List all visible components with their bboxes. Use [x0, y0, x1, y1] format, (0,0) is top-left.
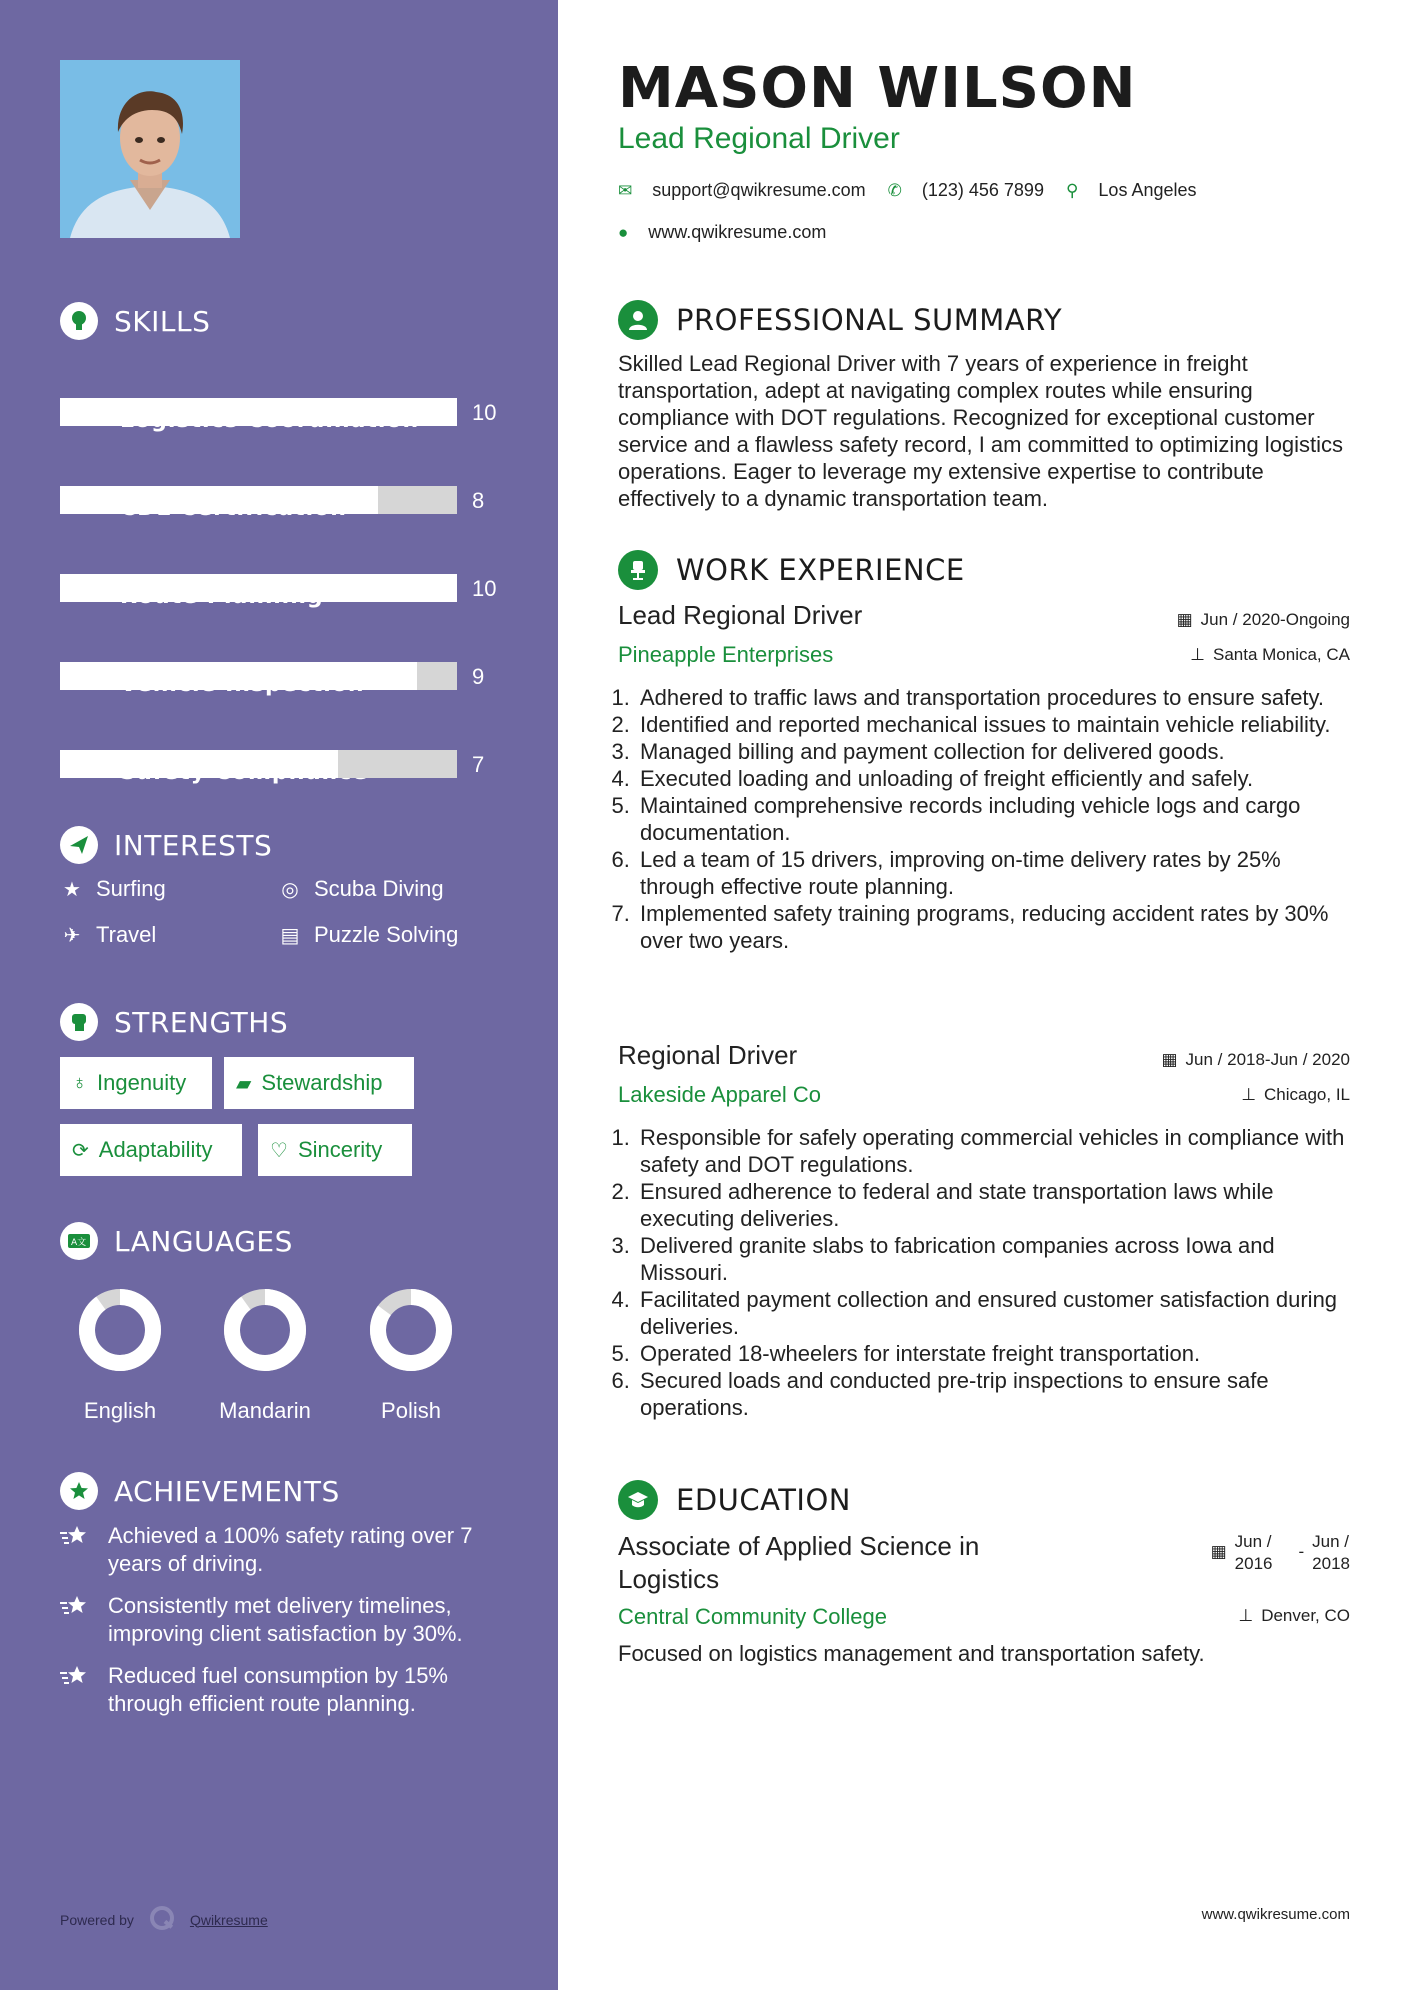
- list-item: 1. Adhered to traffic laws and transportation procedures to ensure safety.: [636, 684, 1358, 711]
- star-icon: [60, 1592, 94, 1648]
- language-label: English: [83, 1398, 157, 1423]
- achievement-text: Consistently met delivery timelines, improving client satisfaction by 30%.: [108, 1593, 463, 1646]
- star-icon: ★: [63, 878, 81, 901]
- education-description: Focused on logistics management and transportation safety.: [618, 1641, 1205, 1666]
- list-item: 3. Delivered granite slabs to fabrication companies across Iowa and Missouri.: [636, 1232, 1358, 1286]
- job-bullets: [618, 684, 1358, 954]
- email-text: support@qwikresume.com: [652, 180, 866, 200]
- book-icon: ▤: [280, 924, 300, 947]
- sidebar: [0, 0, 558, 1990]
- calendar-icon: ▦: [1176, 610, 1193, 629]
- star-icon: [60, 1522, 94, 1578]
- degree-title: [618, 1530, 979, 1596]
- interests-heading: INTERESTS: [60, 826, 272, 864]
- skill-bar-fill: [60, 398, 457, 426]
- job-bullets: [618, 1124, 1358, 1421]
- interest-item: [278, 922, 458, 948]
- qwikresume-link[interactable]: Qwikresume: [189, 1911, 268, 1928]
- list-item: 2. Identified and reported mechanical issues to maintain vehicle reliability.: [636, 711, 1358, 738]
- life-ring-icon: ◎: [281, 878, 299, 901]
- heart-icon: ♡: [270, 1139, 288, 1162]
- job-dates-text: Jun / 2018-Jun / 2020: [1185, 1050, 1350, 1069]
- candidate-role: Lead Regional Driver: [618, 122, 900, 155]
- strength-label: Stewardship: [261, 1070, 383, 1095]
- contact-location: [1066, 180, 1197, 201]
- strength-label: Adaptability: [98, 1137, 213, 1162]
- candidate-name: MASON WILSON: [618, 56, 1137, 121]
- job-dates: [1161, 1050, 1350, 1070]
- interest-item: [60, 876, 166, 902]
- skill-bar-fill: [60, 486, 378, 514]
- list-item: 3. Managed billing and payment collection for delivered goods.: [636, 738, 1358, 765]
- skill-value: 8: [472, 488, 485, 513]
- date-separator: -: [1298, 1542, 1305, 1561]
- strength-chip: [60, 1124, 242, 1176]
- list-item: 1. Responsible for safely operating commercial vehicles in compliance with safety and DOT regulations.: [636, 1124, 1358, 1178]
- school-name: Central Community College: [618, 1604, 887, 1629]
- interest-label: Surfing: [96, 876, 166, 901]
- language-label: Mandarin: [219, 1398, 311, 1423]
- list-item: 6. Led a team of 15 drivers, improving on-time delivery rates by 25% through effective route planning.: [636, 846, 1358, 900]
- achievements-heading: ACHIEVEMENTS: [60, 1472, 340, 1510]
- phone-text: (123) 456 7899: [921, 180, 1044, 200]
- strength-chip: [224, 1057, 414, 1109]
- interest-item: [60, 922, 156, 948]
- user-icon: [618, 300, 658, 340]
- language-donut: [369, 1288, 453, 1372]
- language-icon: [60, 1222, 98, 1260]
- envelope-icon: ✉: [618, 180, 633, 200]
- job-location: [1190, 645, 1350, 665]
- svg-text:A文: A文: [71, 1238, 87, 1248]
- office-chair-icon: [618, 550, 658, 590]
- job-location-text: Chicago, IL: [1264, 1085, 1350, 1104]
- lightbulb-icon: ♁: [72, 1071, 87, 1094]
- achievement-item: [60, 1662, 510, 1718]
- skill-bar-fill: [60, 574, 457, 602]
- skill-bar: [60, 662, 457, 690]
- interest-label: Scuba Diving: [314, 876, 444, 901]
- skills-heading: SKILLS: [60, 302, 210, 340]
- plane-icon: ✈: [63, 924, 81, 947]
- achievement-text: Achieved a 100% safety rating over 7 years of driving.: [108, 1523, 473, 1576]
- skill-bar-fill: [60, 750, 338, 778]
- paper-plane-icon: [60, 826, 98, 864]
- strength-chip: [258, 1124, 412, 1176]
- star-badge-icon: [60, 1472, 98, 1510]
- powered-by-label: Powered by: [60, 1911, 134, 1928]
- graduation-icon: [618, 1480, 658, 1520]
- skill-value: 7: [472, 752, 485, 777]
- pushpin-icon: ⊥: [1238, 1606, 1254, 1625]
- interest-label: Travel: [96, 922, 157, 947]
- language-label: Polish: [381, 1398, 441, 1423]
- strength-chip: [60, 1057, 212, 1109]
- website-text: www.qwikresume.com: [648, 222, 827, 242]
- interest-label: Puzzle Solving: [314, 922, 459, 947]
- job-title: Lead Regional Driver: [618, 600, 863, 630]
- achievement-text: Reduced fuel consumption by 15% through efficient route planning.: [108, 1663, 448, 1716]
- refresh-icon: ⟳: [72, 1139, 89, 1162]
- star-icon: [60, 1662, 94, 1718]
- location-text: Los Angeles: [1098, 180, 1197, 200]
- contact-row: [618, 180, 1219, 201]
- skill-bar: [60, 750, 457, 778]
- profile-photo: [60, 60, 240, 238]
- list-item: 7. Implemented safety training programs, reducing accident rates by 30% over two years.: [636, 900, 1358, 954]
- job-location-text: Santa Monica, CA: [1212, 645, 1350, 664]
- degree-line: Logistics: [618, 1564, 720, 1594]
- phone-icon: ✆: [887, 180, 902, 200]
- language-item: [205, 1288, 325, 1424]
- language-donut: [78, 1288, 162, 1372]
- education-start: Jun / 2016: [1234, 1532, 1273, 1573]
- skill-value: 10: [472, 400, 497, 425]
- languages-heading: A文 LANGUAGES: [60, 1222, 293, 1260]
- degree-line: Associate of Applied Science in: [618, 1531, 980, 1561]
- job-dates: [1177, 610, 1350, 630]
- company-name: Pineapple Enterprises: [618, 642, 834, 667]
- main-content: [558, 0, 1407, 1990]
- pushpin-icon: ⊥: [1241, 1085, 1256, 1104]
- skill-bar-fill: [60, 662, 417, 690]
- fist-icon: [60, 1003, 98, 1041]
- strengths-heading: STRENGTHS: [60, 1003, 288, 1041]
- job-dates-text: Jun / 2020-Ongoing: [1200, 610, 1350, 629]
- skill-value: 10: [472, 576, 497, 601]
- footer-url[interactable]: www.qwikresume.com: [1201, 1906, 1350, 1923]
- language-donut: [223, 1288, 307, 1372]
- strength-label: Sincerity: [297, 1137, 383, 1162]
- contact-email[interactable]: [618, 180, 866, 201]
- education-location-text: Denver, CO: [1261, 1606, 1350, 1625]
- calendar-icon: ▦: [1161, 1050, 1178, 1069]
- list-item: 2. Ensured adherence to federal and state transportation laws while executing deliveries.: [636, 1178, 1358, 1232]
- pushpin-icon: ⊥: [1190, 645, 1205, 664]
- calendar-icon: ▦: [1210, 1542, 1227, 1561]
- qwikresume-logo-icon: [148, 1904, 176, 1935]
- map-pin-icon: ⚲: [1065, 180, 1079, 200]
- company-name: Lakeside Apparel Co: [618, 1082, 822, 1107]
- contact-phone: [888, 180, 1044, 201]
- job-title: Regional Driver: [618, 1040, 798, 1070]
- list-item: 5. Operated 18-wheelers for interstate freight transportation.: [636, 1340, 1358, 1367]
- education-location: [1238, 1606, 1350, 1626]
- list-item: 4. Facilitated payment collection and ensured customer satisfaction during deliveries.: [636, 1286, 1358, 1340]
- education-heading: EDUCATION: [618, 1480, 851, 1520]
- briefcase-icon: ▰: [236, 1072, 252, 1095]
- list-item: 4. Executed loading and unloading of freight efficiently and safely.: [636, 765, 1358, 792]
- education-dates: [1211, 1531, 1350, 1575]
- job-location: [1241, 1085, 1350, 1105]
- globe-icon: ●: [618, 222, 629, 242]
- language-item: [351, 1288, 471, 1424]
- education-end: Jun / 2018: [1312, 1532, 1350, 1573]
- skill-bar: [60, 574, 457, 602]
- strength-label: Ingenuity: [97, 1070, 187, 1095]
- language-item: [60, 1288, 180, 1424]
- skill-value: 9: [472, 664, 485, 689]
- contact-website[interactable]: [618, 222, 826, 243]
- achievement-item: [60, 1522, 510, 1578]
- lightbulb-icon: [60, 302, 98, 340]
- list-item: 6. Secured loads and conducted pre-trip inspections to ensure safe operations.: [636, 1367, 1358, 1421]
- powered-by: [60, 1904, 268, 1935]
- interest-item: [278, 876, 444, 902]
- achievement-item: [60, 1592, 510, 1648]
- skill-bar: [60, 398, 457, 426]
- summary-text: Skilled Lead Regional Driver with 7 years of experience in freight transportation, adept at navigating complex routes while ensuring compliance with DOT regulations. Recognized for exceptional customer service and a flawless safety record, I am committed to optimizing logistics operations. Eager to leverage my extensive expertise to contribute effectively to a dynamic transportation team.: [618, 351, 1344, 511]
- skill-bar: [60, 486, 457, 514]
- experience-heading: WORK EXPERIENCE: [618, 550, 965, 590]
- summary-heading: PROFESSIONAL SUMMARY: [618, 300, 1062, 340]
- list-item: 5. Maintained comprehensive records including vehicle logs and cargo documentation.: [636, 792, 1358, 846]
